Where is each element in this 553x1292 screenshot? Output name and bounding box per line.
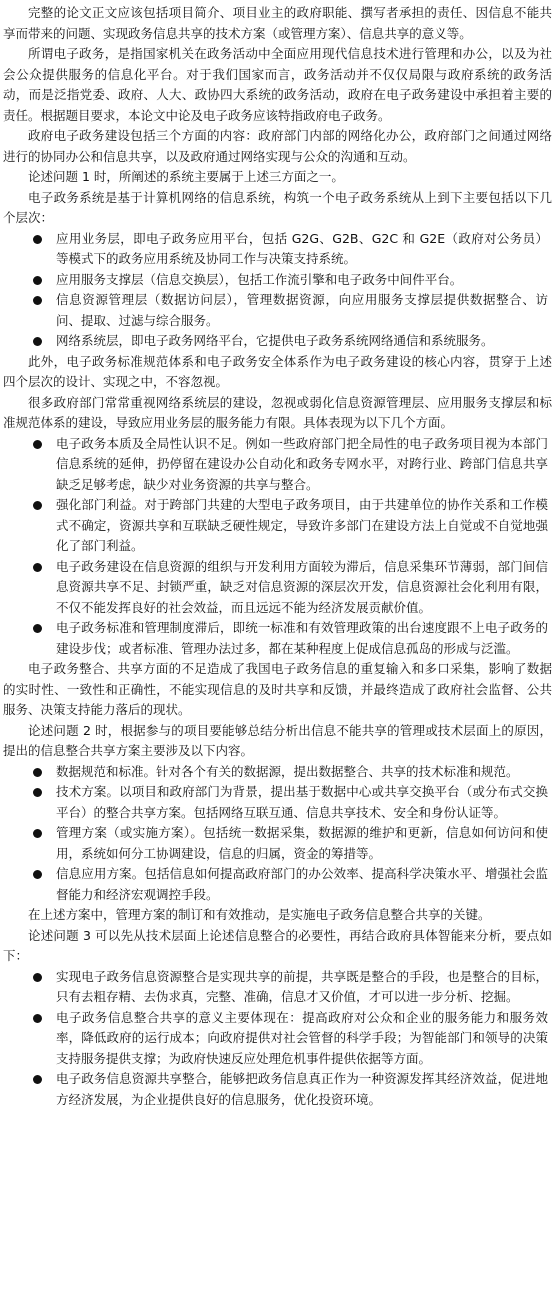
paragraph-problems-intro: 很多政府部门常常重视网络系统层的建设，忽视或弱化信息资源管理层、应用服务支撑层和标准规范体系的建设，导致应用业务层的服务能力有限。具体表现为以下几个方面。 bbox=[3, 394, 552, 430]
layers-list bbox=[3, 229, 552, 352]
list-item: 电子政务信息整合共享的意义主要体现在：提高政府对公众和企业的服务能力和服务效率，降低政府的运行成本；向政府提供对社会管督的科学手段；为智能部门和领导的决策支持服务提供支撑；为政府快速反应处理危机事件提供依据等方面。 bbox=[3, 1008, 552, 1070]
list-item: 管理方案（或实施方案）。包括统一数据采集，数据源的维护和更新，信息如何访问和使用，系统如何分工协调建设，信息的归属，资金的筹措等。 bbox=[3, 823, 552, 864]
list-item: 信息资源管理层（数据访问层），管理数据资源，向应用服务支撑层提供数据整合、访问、提取、过滤与综合服务。 bbox=[3, 290, 552, 331]
list-item: 电子政务标准和管理制度滞后，即统一标准和有效管理政策的出台速度跟不上电子政务的建设步伐；或者标准、管理办法过多，都在某种程度上促成信息孤岛的形成与泛滥。 bbox=[3, 618, 552, 659]
paragraph-standards-security: 此外，电子政务标准规范体系和电子政务安全体系作为电子政务建设的核心内容，贯穿于上述四个层次的设计、实现之中，不容忽视。 bbox=[3, 353, 552, 389]
list-item: 网络系统层，即电子政务网络平台，它提供电子政务系统网络通信和系统服务。 bbox=[3, 331, 552, 352]
paragraph-intro-requirements: 完整的论文正文应该包括项目简介、项目业主的政府职能、撰写者承担的责任、因信息不能共享而带来的问题、实现政务信息共享的技术方案（或管理方案）、信息共享的意义等。 bbox=[3, 5, 552, 41]
paragraph-question-3: 论述问题 3 可以先从技术层面上论述信息整合的必要性，再结合政府具体智能来分析，要点如下： bbox=[3, 927, 552, 963]
list-item: 强化部门利益。对于跨部门共建的大型电子政务项目，由于共建单位的协作关系和工作模式不确定，资源共享和互联缺乏硬性规定，导致许多部门在建设方法上自觉或不自觉地强化了部门利益。 bbox=[3, 495, 552, 557]
bullet-icon bbox=[33, 788, 42, 797]
bullet-icon bbox=[33, 296, 42, 305]
paragraph-management-key: 在上述方案中，管理方案的制订和有效推动，是实施电子政务信息整合共享的关键。 bbox=[28, 907, 491, 922]
list-item: 应用服务支撑层（信息交换层），包括工作流引擎和电子政务中间件平台。 bbox=[3, 270, 552, 291]
paragraph-question-1: 论述问题 1 时，所阐述的系统主要属于上述三方面之一。 bbox=[28, 169, 344, 184]
bullet-icon bbox=[33, 624, 42, 633]
bullet-icon bbox=[33, 1075, 42, 1084]
paragraph-layers-intro: 电子政务系统是基于计算机网络的信息系统，构筑一个电子政务系统从上到下主要包括以下几个层次： bbox=[3, 189, 552, 225]
bullet-icon bbox=[33, 973, 42, 982]
list-item: 电子政务建设在信息资源的组织与开发利用方面较为滞后，信息采集环节薄弱，部门间信息资源共享不足、封锁严重，缺乏对信息资源的深层次开发，信息资源社会化利用有限，不仅不能发挥良好的社会效益，而且远远不能为经济发展贡献价值。 bbox=[3, 557, 552, 619]
paragraph-three-aspects: 政府电子政务建设包括三个方面的内容：政府部门内部的网络化办公，政府部门之间通过网络进行的协同办公和信息共享，以及政府通过网络实现与公众的沟通和互动。 bbox=[3, 128, 552, 164]
bullet-icon bbox=[33, 829, 42, 838]
list-item: 技术方案。以项目和政府部门为背景，提出基于数据中心或共享交换平台（或分布式交换平台）的整合共享方案。包括网络互联互通、信息共享技术、安全和身份认证等。 bbox=[3, 782, 552, 823]
list-item: 电子政务信息资源共享整合，能够把政务信息真正作为一种资源发挥其经济效益，促进地方经济发展，为企业提供良好的信息服务，优化投资环境。 bbox=[3, 1069, 552, 1110]
solutions-list bbox=[3, 762, 552, 906]
paragraph-egov-definition: 所谓电子政务，是指国家机关在政务活动中全面应用现代信息技术进行管理和办公，以及为社会公众提供服务的信息化平台。对于我们国家而言，政务活动并不仅仅局限与政府系统的政务活动，而是泛指党委、政府、人大、政协四大系统的政务活动，政府在电子政务建设中承担着主要的责任。根据题目要求，本论文中论及电子政务应该特指政府电子政务。 bbox=[3, 46, 552, 123]
list-item: 应用业务层，即电子政务应用平台，包括 G2G、G2B、G2C 和 G2E（政府对公务员）等模式下的政务应用系统及协同工作与决策支持系统。 bbox=[3, 229, 552, 270]
bullet-icon bbox=[33, 337, 42, 346]
paragraph-sharing-shortcomings: 电子政务整合、共享方面的不足造成了我国电子政务信息的重复输入和多口采集，影响了数据的实时性、一致性和正确性，不能实现信息的及时共享和反馈，并最终造成了政府社会监督、公共服务、决策支持能力落后的现状。 bbox=[3, 661, 552, 717]
bullet-icon bbox=[33, 440, 42, 449]
bullet-icon bbox=[33, 235, 42, 244]
bullet-icon bbox=[33, 870, 42, 879]
list-item: 实现电子政务信息资源整合是实现共享的前提，共享既是整合的手段，也是整合的目标，只有去粗存精、去伪求真，完整、准确，信息才又价值，才可以进一步分析、挖掘。 bbox=[3, 967, 552, 1008]
bullet-icon bbox=[33, 768, 42, 777]
paragraph-question-2: 论述问题 2 时，根据参与的项目要能够总结分析出信息不能共享的管理或技术层面上的原因，提出的信息整合共享方案主要涉及以下内容。 bbox=[3, 722, 552, 758]
list-item: 数据规范和标准。针对各个有关的数据源，提出数据整合、共享的技术标准和规范。 bbox=[3, 762, 552, 783]
list-item: 信息应用方案。包括信息如何提高政府部门的办公效率、提高科学决策水平、增强社会监督能力和经济宏观调控手段。 bbox=[3, 864, 552, 905]
bullet-icon bbox=[33, 1014, 42, 1023]
problems-list bbox=[3, 434, 552, 660]
list-item: 电子政务本质及全局性认识不足。例如一些政府部门把全局性的电子政务项目视为本部门信息系统的延伸，扔停留在建设办公自动化和政务专网水平，对跨行业、跨部门信息共享缺乏足够考虑，缺少对业务资源的共享与整合。 bbox=[3, 434, 552, 496]
bullet-icon bbox=[33, 501, 42, 510]
bullet-icon bbox=[33, 276, 42, 285]
bullet-icon bbox=[33, 563, 42, 572]
points-list bbox=[3, 967, 552, 1111]
